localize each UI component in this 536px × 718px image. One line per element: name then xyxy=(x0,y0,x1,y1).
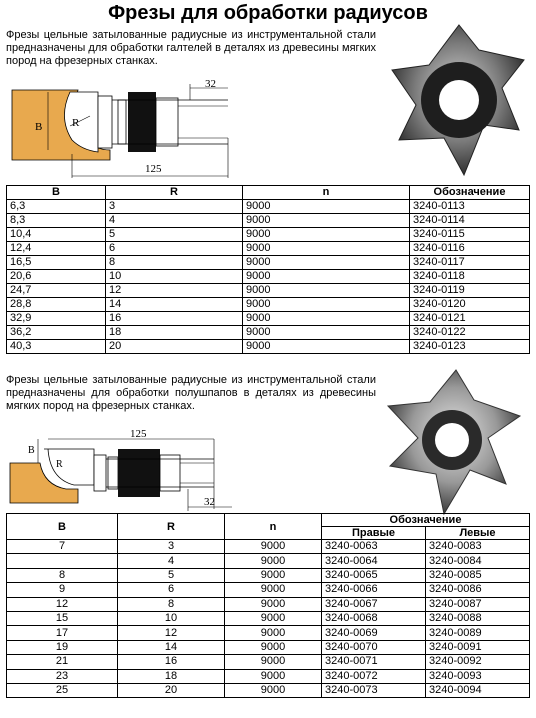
table-cell: 9000 xyxy=(243,298,410,312)
table-cell: 10,4 xyxy=(7,228,106,242)
table-cell: 9000 xyxy=(225,554,322,568)
table-cell: 3 xyxy=(106,200,243,214)
section2-description: Фрезы цельные затылованные радиусные из инструментальной стали предназначены для обработки полушпапов в деталях из древесины мягких пород на фрезерных станках. xyxy=(6,374,376,412)
table-cell: 9000 xyxy=(243,312,410,326)
table-cell: 9000 xyxy=(225,640,322,654)
dim-32-label: 32 xyxy=(205,78,216,90)
table-cell xyxy=(7,554,118,568)
table-row xyxy=(7,242,530,256)
table-cell: 21 xyxy=(7,655,118,669)
table-cell: 8,3 xyxy=(7,214,106,228)
table-cell: 3240-0114 xyxy=(410,214,530,228)
table-cell: 3240-0063 xyxy=(322,540,426,554)
table-cell: 4 xyxy=(106,214,243,228)
table-cell: 3240-0086 xyxy=(426,583,530,597)
table-cell: 12 xyxy=(118,626,225,640)
table-cell: 20 xyxy=(118,683,225,697)
table-cell: 6 xyxy=(106,242,243,256)
dim-125-label-2: 125 xyxy=(130,428,147,440)
table-row xyxy=(7,640,530,654)
table-cell: 9000 xyxy=(243,270,410,284)
table-cell: 3240-0071 xyxy=(322,655,426,669)
table-cell: 3240-0092 xyxy=(426,655,530,669)
section1-table xyxy=(6,185,530,354)
table-cell: 32,9 xyxy=(7,312,106,326)
table-cell: 17 xyxy=(7,626,118,640)
table-row xyxy=(7,655,530,669)
cutter-profile-2 xyxy=(44,449,94,485)
dim-b-label-2: B xyxy=(28,445,35,456)
table-cell: 20 xyxy=(106,340,243,354)
table-cell: 3240-0121 xyxy=(410,312,530,326)
table-row xyxy=(7,683,530,697)
section1-technical-drawing xyxy=(10,78,235,178)
table-cell: 9000 xyxy=(225,611,322,625)
table-row xyxy=(7,540,530,554)
table-row xyxy=(7,626,530,640)
table-cell: 3240-0117 xyxy=(410,256,530,270)
table-cell: 6,3 xyxy=(7,200,106,214)
table-cell: 9 xyxy=(7,583,118,597)
table-cell: 9000 xyxy=(225,568,322,582)
table-cell: 3240-0122 xyxy=(410,326,530,340)
table-cell: 9000 xyxy=(243,256,410,270)
table-cell: 9000 xyxy=(225,583,322,597)
table-cell: 9000 xyxy=(243,242,410,256)
subheader-right: Правые xyxy=(322,527,426,540)
table-row xyxy=(7,554,530,568)
col-header-designation-2: Обозначение xyxy=(322,514,530,527)
table-cell: 3240-0116 xyxy=(410,242,530,256)
table-cell: 9000 xyxy=(225,540,322,554)
table-cell: 3240-0118 xyxy=(410,270,530,284)
table-cell: 3240-0072 xyxy=(322,669,426,683)
table-cell: 4 xyxy=(118,554,225,568)
dim-32-label-2: 32 xyxy=(204,496,215,508)
col-header-b-2: B xyxy=(7,514,118,540)
table-cell: 3240-0066 xyxy=(322,583,426,597)
dim-r-label: R xyxy=(72,117,80,129)
table-row xyxy=(7,340,530,354)
table-cell: 3240-0123 xyxy=(410,340,530,354)
table-cell: 9000 xyxy=(243,326,410,340)
table-row xyxy=(7,270,530,284)
table-cell: 25 xyxy=(7,683,118,697)
table-cell: 20,6 xyxy=(7,270,106,284)
table-cell: 3240-0088 xyxy=(426,611,530,625)
table-row xyxy=(7,228,530,242)
section1-description: Фрезы цельные затылованные радиусные из инструментальной стали предназначены для обработки галтелей в деталях из древесины мягких пород на фрезерных станках. xyxy=(6,29,376,67)
table-cell: 9000 xyxy=(243,228,410,242)
cutter-body-2 xyxy=(118,449,160,497)
table-cell: 3240-0067 xyxy=(322,597,426,611)
table-cell: 3240-0068 xyxy=(322,611,426,625)
col-header-b: B xyxy=(7,186,106,200)
table-cell: 16 xyxy=(106,312,243,326)
table-cell: 3240-0085 xyxy=(426,568,530,582)
table-cell: 5 xyxy=(118,568,225,582)
table-cell: 24,7 xyxy=(7,284,106,298)
table-cell: 16,5 xyxy=(7,256,106,270)
table-cell: 3 xyxy=(118,540,225,554)
table-row xyxy=(7,200,530,214)
shank-part xyxy=(156,98,178,146)
table-cell: 14 xyxy=(106,298,243,312)
table-cell: 18 xyxy=(106,326,243,340)
subheader-left: Левые xyxy=(426,527,530,540)
table-cell: 3240-0120 xyxy=(410,298,530,312)
table-cell: 6 xyxy=(118,583,225,597)
table-cell: 9000 xyxy=(225,597,322,611)
cutter-ring xyxy=(98,96,112,148)
table-row xyxy=(7,568,530,582)
table-row xyxy=(7,583,530,597)
page-title: Фрезы для обработки радиусов xyxy=(108,2,428,24)
table-cell: 5 xyxy=(106,228,243,242)
table-cell: 36,2 xyxy=(7,326,106,340)
table-cell: 3240-0073 xyxy=(322,683,426,697)
table-cell: 15 xyxy=(7,611,118,625)
table-row xyxy=(7,298,530,312)
cutter-photo-1 xyxy=(384,20,534,185)
table-cell: 8 xyxy=(7,568,118,582)
table-row xyxy=(7,669,530,683)
table-cell: 14 xyxy=(118,640,225,654)
table-cell: 3240-0087 xyxy=(426,597,530,611)
table-row xyxy=(7,284,530,298)
dim-125-label: 125 xyxy=(145,163,162,175)
table-row xyxy=(7,312,530,326)
table-cell: 3240-0070 xyxy=(322,640,426,654)
table-cell: 9000 xyxy=(225,626,322,640)
col-header-n: n xyxy=(243,186,410,200)
table-cell: 3240-0113 xyxy=(410,200,530,214)
table-cell: 3240-0065 xyxy=(322,568,426,582)
table-cell: 9000 xyxy=(225,669,322,683)
section2-table xyxy=(6,513,530,698)
table-cell: 7 xyxy=(7,540,118,554)
table-cell: 8 xyxy=(118,597,225,611)
table-cell: 3240-0084 xyxy=(426,554,530,568)
table-row xyxy=(7,326,530,340)
table-row xyxy=(7,597,530,611)
table-cell: 3240-0093 xyxy=(426,669,530,683)
table-cell: 8 xyxy=(106,256,243,270)
table-cell: 16 xyxy=(118,655,225,669)
section2-technical-drawing xyxy=(8,425,236,511)
table-cell: 9000 xyxy=(225,655,322,669)
table-cell: 19 xyxy=(7,640,118,654)
table-cell: 3240-0069 xyxy=(322,626,426,640)
table-cell: 3240-0119 xyxy=(410,284,530,298)
dim-r-label-2: R xyxy=(56,459,63,470)
table-cell: 12,4 xyxy=(7,242,106,256)
table-cell: 9000 xyxy=(243,284,410,298)
table-cell: 12 xyxy=(7,597,118,611)
table-cell: 40,3 xyxy=(7,340,106,354)
dim-b-label: B xyxy=(35,121,43,133)
table-cell: 3240-0091 xyxy=(426,640,530,654)
table-cell: 10 xyxy=(118,611,225,625)
table-cell: 9000 xyxy=(243,340,410,354)
cutter-body xyxy=(128,92,156,152)
table-cell: 18 xyxy=(118,669,225,683)
table-cell: 12 xyxy=(106,284,243,298)
cutter-hub xyxy=(118,100,126,144)
col-header-r: R xyxy=(106,186,243,200)
col-header-r-2: R xyxy=(118,514,225,540)
table-cell: 10 xyxy=(106,270,243,284)
table-cell: 23 xyxy=(7,669,118,683)
table-row xyxy=(7,214,530,228)
col-header-n-2: n xyxy=(225,514,322,540)
table-row xyxy=(7,256,530,270)
table-row xyxy=(7,611,530,625)
table-cell: 9000 xyxy=(243,214,410,228)
table-cell: 3240-0094 xyxy=(426,683,530,697)
table-cell: 9000 xyxy=(225,683,322,697)
cutter-photo-2 xyxy=(378,366,528,518)
table-cell: 3240-0089 xyxy=(426,626,530,640)
table-cell: 9000 xyxy=(243,200,410,214)
table-cell: 3240-0115 xyxy=(410,228,530,242)
table-cell: 3240-0064 xyxy=(322,554,426,568)
col-header-designation: Обозначение xyxy=(410,186,530,200)
table-cell: 3240-0083 xyxy=(426,540,530,554)
table-cell: 28,8 xyxy=(7,298,106,312)
